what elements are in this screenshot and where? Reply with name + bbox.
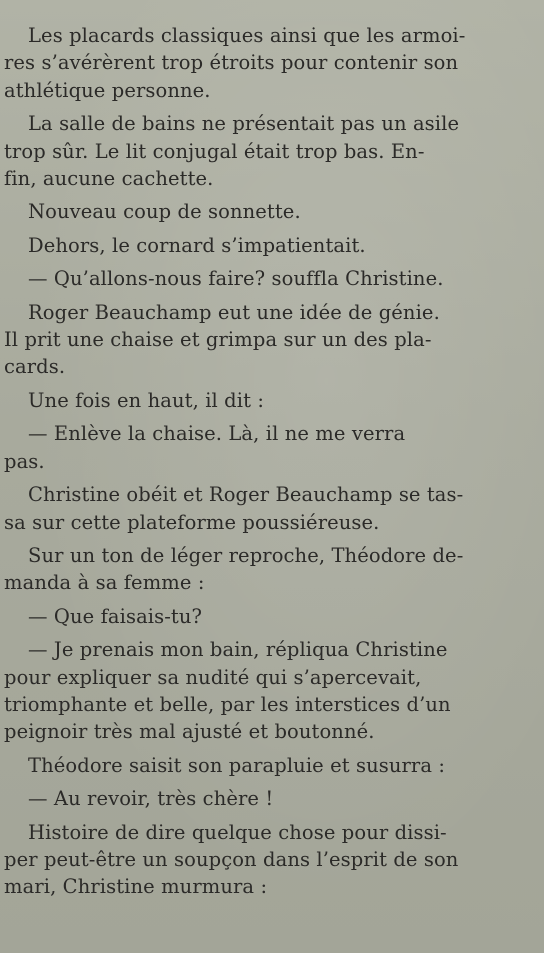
text-line: Christine obéit et Roger Beauchamp se tas- xyxy=(28,483,464,507)
paragraph-11 xyxy=(4,603,490,630)
text-line: triomphante et belle, par les interstices d’un xyxy=(4,692,451,716)
text-line: Dehors, le cornard s’impatientait. xyxy=(28,233,366,257)
text-line: — Au revoir, très chère ! xyxy=(28,787,274,811)
text-line: — Je prenais mon bain, répliqua Christine xyxy=(28,638,448,662)
paragraph-8 xyxy=(4,420,490,475)
text-line: manda à sa femme : xyxy=(4,571,205,595)
paragraph-5 xyxy=(4,265,490,292)
paragraph-13 xyxy=(4,752,490,779)
text-line: cards. xyxy=(4,355,66,379)
paragraph-1 xyxy=(4,22,490,104)
paragraph-6 xyxy=(4,299,490,381)
text-line: Roger Beauchamp eut une idée de génie. xyxy=(28,300,440,324)
paragraph-2 xyxy=(4,110,490,192)
text-line: peignoir très mal ajusté et boutonné. xyxy=(4,720,375,744)
page-text xyxy=(4,22,490,907)
text-line: — Enlève la chaise. Là, il ne me verra xyxy=(28,422,406,446)
text-line: Histoire de dire quelque chose pour dissi- xyxy=(28,820,447,844)
text-line: pas. xyxy=(4,449,45,473)
text-line: Les placards classiques ainsi que les armoi- xyxy=(28,24,466,47)
text-line: Théodore saisit son parapluie et susurra : xyxy=(28,753,446,777)
text-line: mari, Christine murmura : xyxy=(4,875,268,899)
text-line: — Que faisais-tu? xyxy=(28,604,203,628)
text-line: athlétique personne. xyxy=(4,78,211,102)
text-line: pour expliquer sa nudité qui s’apercevait, xyxy=(4,665,422,689)
text-line: — Qu’allons-nous faire? souffla Christine. xyxy=(28,267,444,291)
text-line: Sur un ton de léger reproche, Théodore de- xyxy=(28,543,464,567)
text-line: trop sûr. Le lit conjugal était trop bas. En- xyxy=(4,139,425,163)
text-line: sa sur cette plateforme poussiéreuse. xyxy=(4,510,380,534)
paragraph-3 xyxy=(4,198,490,225)
paragraph-15 xyxy=(4,819,490,901)
paragraph-14 xyxy=(4,785,490,812)
text-line: Nouveau coup de sonnette. xyxy=(28,200,301,224)
paragraph-9 xyxy=(4,481,490,536)
text-line: La salle de bains ne présentait pas un asile xyxy=(28,112,460,136)
paragraph-10 xyxy=(4,542,490,597)
paragraph-12 xyxy=(4,636,490,746)
text-line: res s’avérèrent trop étroits pour contenir son xyxy=(4,51,459,75)
text-line: fin, aucune cachette. xyxy=(4,167,214,191)
paragraph-4 xyxy=(4,232,490,259)
text-line: Une fois en haut, il dit : xyxy=(28,388,264,412)
text-line: per peut-être un soupçon dans l’esprit de son xyxy=(4,847,459,871)
paragraph-7 xyxy=(4,387,490,414)
text-line: Il prit une chaise et grimpa sur un des pla- xyxy=(4,328,432,352)
